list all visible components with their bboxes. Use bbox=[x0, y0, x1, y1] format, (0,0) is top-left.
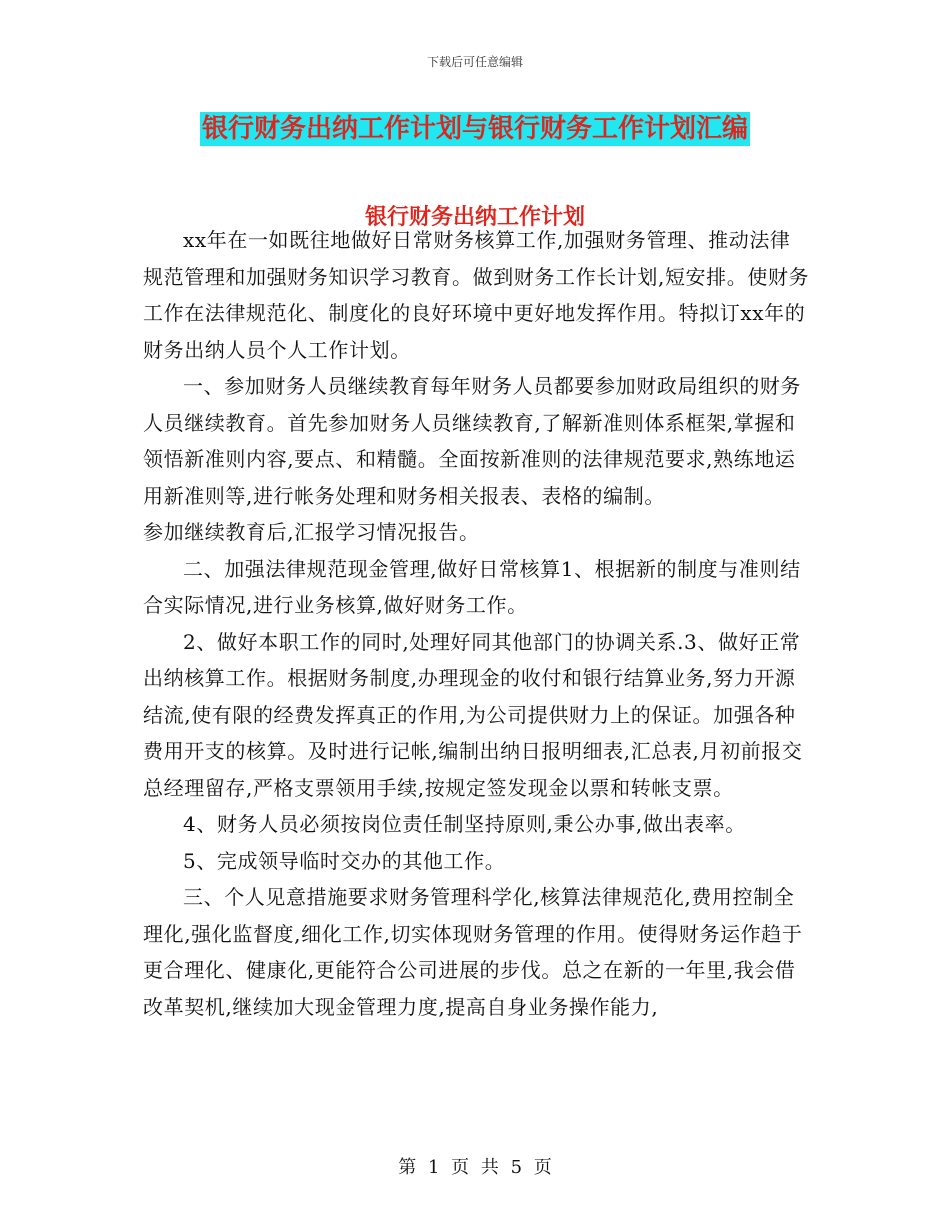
paragraph: 三、个人见意措施要求财务管理科学化,核算法律规范化,费用控制全理化,强化监督度,细化工作,切实体现财务管理的作用。使得财务运作趋于更合理化、健康化,更能符合公司进展的步伐。总之在新的一年里,我会借改革契机,继续加大现金管理力度,提高自身业务操作能力, bbox=[143, 885, 803, 1019]
paragraph: 参加继续教育后,汇报学习情况报告。 bbox=[143, 520, 480, 544]
title-container bbox=[0, 112, 950, 146]
paragraph: 4、财务人员必须按岗位责任制坚持原则,秉公办事,做出表率。 bbox=[183, 812, 746, 836]
paragraph: 二、加强法律规范现金管理,做好日常核算1、根据新的制度与准则结合实际情况,进行业务核算,做好财务工作。 bbox=[143, 556, 801, 617]
paragraph: xx年在一如既往地做好日常财务核算工作,加强财务管理、推动法律规范管理和加强财务知识学习教育。做到财务工作长计划,短安排。使财务工作在法律规范化、制度化的良好环境中更好地发挥作用。特拟订xx年的财务出纳人员个人工作计划。 bbox=[143, 228, 810, 362]
section-title: 银行财务出纳工作计划 bbox=[364, 204, 585, 230]
paragraph: 一、参加财务人员继续教育每年财务人员都要参加财政局组织的财务人员继续教育。首先参加财务人员继续教育,了解新准则体系框架,掌握和领悟新准则内容,要点、和精髓。全面按新准则的法律规范要求,熟练地运用新准则等,进行帐务处理和财务相关报表、表格的编制。 bbox=[143, 374, 801, 508]
page-footer: 第 1 页 共 5 页 bbox=[398, 1157, 552, 1178]
paragraph: 2、做好本职工作的同时,处理好同其他部门的协调关系.3、做好正常出纳核算工作。根据财务制度,办理现金的收付和银行结算业务,努力开源结流,使有限的经费发挥真正的作用,为公司提供财力上的保证。加强各种费用开支的核算。及时进行记帐,编制出纳日报明细表,汇总表,月初前报交总经理留存,严格支票领用手续,按规定签发现金以票和转帐支票。 bbox=[143, 629, 803, 800]
header-note: 下载后可任意编辑 bbox=[426, 55, 523, 69]
body-text bbox=[143, 222, 811, 1025]
paragraph: 5、完成领导临时交办的其他工作。 bbox=[183, 848, 506, 873]
document-title: 银行财务出纳工作计划与银行财务工作计划汇编 bbox=[201, 114, 748, 144]
